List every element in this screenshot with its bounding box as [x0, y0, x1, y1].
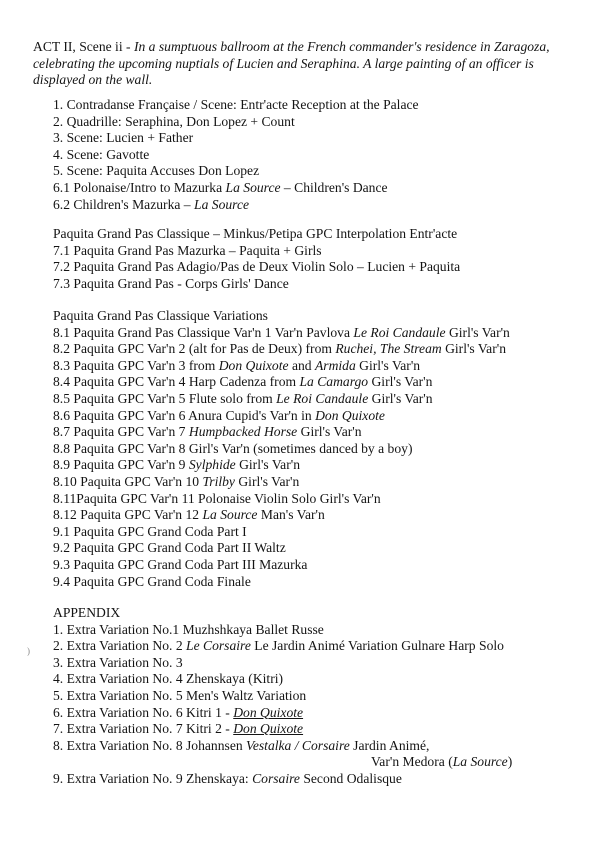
gpc-item: 7.2 Paquita Grand Pas Adagio/Pas de Deux Violin Solo – Lucien + Paquita — [53, 259, 461, 275]
heading-line-2: celebrating the upcoming nuptials of Lucien and Seraphina. A large painting of an officer is — [33, 55, 534, 71]
item-text: – Children's Dance — [280, 179, 388, 195]
variation-item: 9.1 Paquita GPC Grand Coda Part I — [53, 523, 247, 539]
appendix-item — [53, 705, 593, 722]
item-text: 2. Extra Variation No. 2 — [53, 638, 187, 654]
item-text: 8.5 Paquita GPC Var'n 5 Flute solo from — [53, 390, 277, 406]
work-title: La Source — [202, 507, 258, 523]
scene-item: 3. Scene: Lucien + Father — [53, 130, 194, 146]
variation-item — [53, 358, 593, 375]
variation-item — [53, 391, 593, 408]
scene-item — [53, 180, 593, 197]
work-title: Don Quixote — [315, 407, 385, 423]
item-text: Man's Var'n — [257, 507, 325, 523]
item-text: Girl's Var'n — [368, 374, 433, 390]
scene-item: 5. Scene: Paquita Accuses Don Lopez — [53, 163, 260, 179]
variation-item — [53, 325, 593, 342]
gpc-item: 7.3 Paquita Grand Pas - Corps Girls' Dance — [53, 275, 289, 291]
item-text: ) — [507, 754, 513, 770]
appendix-item: 3. Extra Variation No. 3 — [53, 654, 183, 670]
work-title: La Source — [194, 196, 250, 212]
work-title: Le Roi Candaule — [276, 390, 369, 406]
appendix-item: 1. Extra Variation No.1 Muzhshkaya Ballet Russe — [53, 621, 324, 637]
item-text: Jardin Animé, — [349, 737, 430, 753]
work-title: Vestalka / Corsaire — [246, 737, 350, 753]
heading-line-3: displayed on the wall. — [33, 72, 153, 88]
appendix-title: APPENDIX — [53, 605, 121, 620]
act-scene-label: ACT II, Scene ii - — [33, 39, 134, 54]
work-title: Corsaire — [252, 770, 300, 786]
item-text: Girl's Var'n — [235, 457, 300, 473]
work-title: La Source — [225, 179, 281, 195]
variation-item — [53, 374, 593, 391]
work-title: La Source — [452, 754, 508, 770]
item-text: 9. Extra Variation No. 9 Zhenskaya: — [53, 770, 253, 786]
item-text: 6. Extra Variation No. 6 Kitri 1 - — [53, 704, 234, 720]
variations-section-title: Paquita Grand Pas Classique Variations — [53, 308, 268, 323]
item-text: Second Odalisque — [299, 770, 402, 786]
item-text: 8.1 Paquita Grand Pas Classique Var'n 1 Var'n Pavlova — [53, 324, 354, 340]
item-text: 8.7 Paquita GPC Var'n 7 — [53, 424, 189, 440]
appendix-item — [53, 638, 593, 655]
item-text: 8.9 Paquita GPC Var'n 9 — [53, 457, 189, 473]
variation-item — [53, 424, 593, 441]
margin-mark: ) — [27, 646, 30, 656]
item-text: Girl's Var'n — [234, 473, 300, 489]
scene-item: 1. Contradanse Française / Scene: Entr'acte Reception at the Palace — [53, 97, 419, 112]
work-title: Don Quixote — [233, 704, 304, 720]
item-text: 8. Extra Variation No. 8 Johannsen — [53, 737, 247, 753]
item-text: 8.3 Paquita GPC Var'n 3 from — [53, 357, 219, 373]
scene-item-list — [53, 97, 593, 213]
variation-item — [53, 408, 593, 425]
work-title: Sylphide — [188, 457, 236, 473]
item-text: 8.12 Paquita GPC Var'n 12 — [53, 507, 203, 523]
item-text: 6.2 Children's Mazurka – — [53, 196, 195, 212]
scene-heading — [33, 39, 593, 89]
variation-item — [53, 341, 593, 358]
variation-item: 9.3 Paquita GPC Grand Coda Part III Mazurka — [53, 556, 308, 572]
variation-item — [53, 507, 593, 524]
scene-description: In a sumptuous ballroom at the French commander's residence in Zaragoza, — [133, 39, 550, 54]
work-title: Don Quixote — [233, 721, 304, 737]
appendix-item: 5. Extra Variation No. 5 Men's Waltz Variation — [53, 687, 307, 703]
work-title: La Camargo — [299, 374, 369, 390]
item-text: 8.4 Paquita GPC Var'n 4 Harp Cadenza from — [53, 374, 300, 390]
heading-line-1 — [33, 39, 593, 56]
variation-item: 9.4 Paquita GPC Grand Coda Finale — [53, 573, 251, 589]
item-text: Girl's Var'n — [441, 341, 506, 357]
variations-section — [53, 308, 593, 590]
work-title: Le Corsaire — [186, 638, 251, 654]
work-title: Le Roi Candaule — [353, 324, 446, 340]
item-text: Girl's Var'n — [445, 324, 510, 340]
variation-item: 8.11Paquita GPC Var'n 11 Polonaise Violin Solo Girl's Var'n — [53, 490, 381, 506]
item-text: Girl's Var'n — [355, 357, 421, 373]
variation-item — [53, 457, 593, 474]
appendix-item: 4. Extra Variation No. 4 Zhenskaya (Kitri) — [53, 671, 284, 687]
variation-item: 8.8 Paquita GPC Var'n 8 Girl's Var'n (sometimes danced by a boy) — [53, 440, 413, 456]
appendix-item — [53, 771, 593, 788]
scene-item — [53, 197, 593, 214]
item-text: 6.1 Polonaise/Intro to Mazurka — [53, 179, 226, 195]
gpc-item: 7.1 Paquita Grand Pas Mazurka – Paquita + Girls — [53, 242, 322, 258]
gpc-section — [53, 226, 593, 292]
item-text: Var'n Medora ( — [371, 754, 453, 770]
item-text: 7. Extra Variation No. 7 Kitri 2 - — [53, 721, 234, 737]
appendix-section — [53, 605, 593, 788]
appendix-item-continuation — [53, 754, 593, 771]
item-text: Girl's Var'n — [297, 424, 362, 440]
work-title: Ruchei, The Stream — [335, 341, 442, 357]
item-text: 8.2 Paquita GPC Var'n 2 (alt for Pas de Deux) from — [53, 341, 336, 357]
work-title: Don Quixote — [218, 357, 289, 373]
work-title: Humpbacked Horse — [188, 424, 298, 440]
item-text: Girl's Var'n — [368, 390, 433, 406]
gpc-section-title: Paquita Grand Pas Classique – Minkus/Petipa GPC Interpolation Entr'acte — [53, 226, 458, 241]
scene-item: 4. Scene: Gavotte — [53, 146, 150, 162]
appendix-item — [53, 738, 593, 755]
variation-item — [53, 474, 593, 491]
scene-item: 2. Quadrille: Seraphina, Don Lopez + Count — [53, 113, 295, 129]
item-text: 8.6 Paquita GPC Var'n 6 Anura Cupid's Var'n in — [53, 407, 316, 423]
variation-item: 9.2 Paquita GPC Grand Coda Part II Waltz — [53, 540, 286, 556]
appendix-item — [53, 721, 593, 738]
work-title: Armida — [314, 357, 356, 373]
work-title: Trilby — [202, 473, 235, 489]
item-text: and — [288, 357, 315, 373]
item-text: Le Jardin Animé Variation Gulnare Harp Solo — [250, 638, 504, 654]
item-text: 8.10 Paquita GPC Var'n 10 — [53, 473, 203, 489]
